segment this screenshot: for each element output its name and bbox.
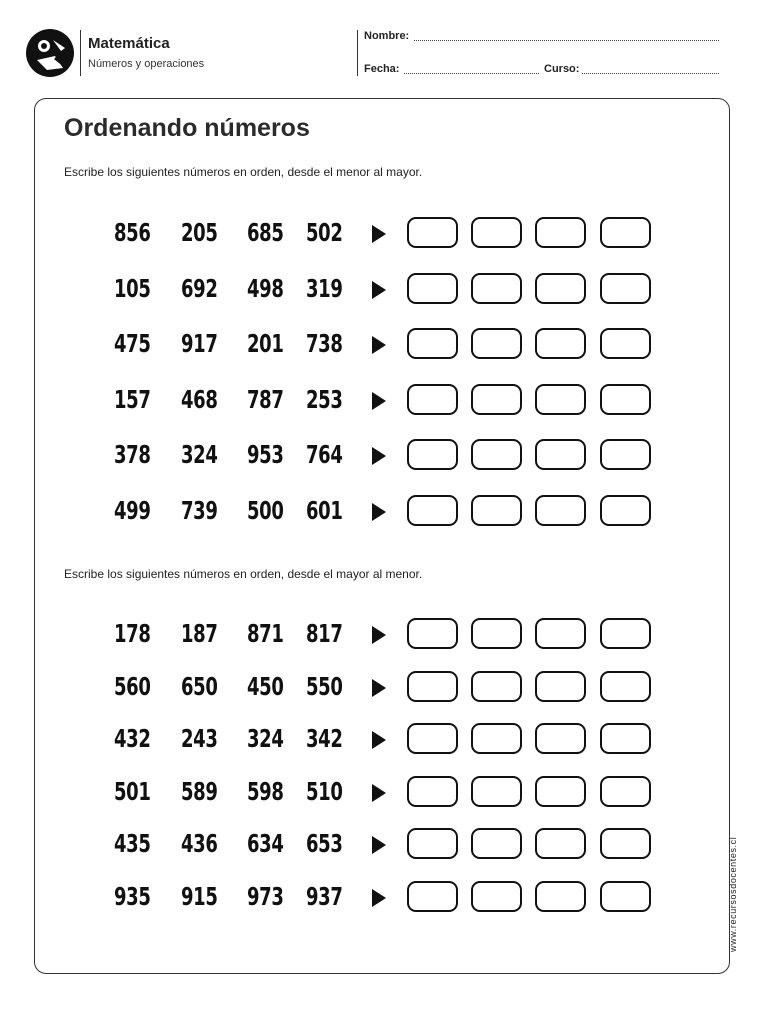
- answer-box[interactable]: [600, 439, 651, 470]
- answer-box[interactable]: [471, 495, 522, 526]
- answer-box[interactable]: [535, 618, 586, 649]
- number-value: 598: [247, 776, 284, 806]
- number-value: 915: [181, 881, 218, 911]
- arrow-right-icon: [372, 225, 386, 243]
- exercise-row: [0, 327, 768, 367]
- exercise-row: [0, 670, 768, 710]
- number-value: 187: [181, 619, 218, 648]
- brand-title: Matemática: [88, 35, 170, 52]
- arrow-right-icon: [372, 626, 386, 644]
- answer-box[interactable]: [535, 881, 586, 912]
- answer-box[interactable]: [407, 328, 458, 359]
- number-value: 342: [306, 724, 343, 753]
- number-value: 935: [114, 881, 151, 911]
- answer-box[interactable]: [407, 384, 458, 415]
- exercise-row: [0, 438, 768, 478]
- answer-box[interactable]: [407, 776, 458, 807]
- logo-icon: [25, 28, 75, 78]
- number-value: 692: [181, 273, 218, 303]
- arrow-right-icon: [372, 679, 386, 697]
- number-value: 105: [114, 273, 151, 303]
- name-field[interactable]: [414, 40, 719, 41]
- number-value: 937: [306, 881, 343, 911]
- exercise-row: [0, 216, 768, 256]
- answer-box[interactable]: [600, 273, 651, 304]
- answer-box[interactable]: [407, 495, 458, 526]
- answer-box[interactable]: [600, 618, 651, 649]
- exercise-row: [0, 880, 768, 920]
- course-field[interactable]: [582, 73, 719, 74]
- answer-box[interactable]: [535, 723, 586, 754]
- arrow-right-icon: [372, 336, 386, 354]
- number-value: 560: [114, 671, 151, 701]
- number-value: 436: [181, 829, 218, 858]
- arrow-right-icon: [372, 836, 386, 854]
- answer-box[interactable]: [600, 328, 651, 359]
- answer-box[interactable]: [471, 384, 522, 415]
- number-value: 764: [306, 440, 343, 469]
- number-value: 324: [181, 440, 218, 469]
- number-value: 871: [247, 619, 284, 648]
- number-value: 499: [114, 495, 151, 525]
- number-value: 787: [247, 384, 284, 414]
- number-value: 601: [306, 495, 343, 525]
- answer-box[interactable]: [535, 828, 586, 859]
- answer-box[interactable]: [535, 217, 586, 248]
- number-value: 856: [114, 218, 151, 247]
- number-value: 589: [181, 776, 218, 806]
- answer-box[interactable]: [471, 328, 522, 359]
- number-value: 738: [306, 329, 343, 358]
- number-value: 500: [247, 495, 284, 525]
- answer-box[interactable]: [600, 217, 651, 248]
- number-value: 650: [181, 671, 218, 701]
- number-value: 178: [114, 619, 151, 648]
- arrow-right-icon: [372, 731, 386, 749]
- instruction-ascending: Escribe los siguientes números en orden, desde el menor al mayor.: [64, 165, 423, 179]
- course-label: Curso:: [544, 63, 580, 75]
- answer-box[interactable]: [471, 439, 522, 470]
- arrow-right-icon: [372, 447, 386, 465]
- exercise-row: [0, 383, 768, 423]
- name-label: Nombre:: [364, 30, 410, 42]
- answer-box[interactable]: [471, 217, 522, 248]
- answer-box[interactable]: [535, 273, 586, 304]
- answer-box[interactable]: [471, 881, 522, 912]
- number-value: 378: [114, 440, 151, 469]
- answer-box[interactable]: [535, 495, 586, 526]
- number-value: 432: [114, 724, 151, 753]
- number-value: 510: [306, 776, 343, 806]
- number-value: 319: [306, 273, 343, 303]
- answer-box[interactable]: [407, 881, 458, 912]
- answer-box[interactable]: [600, 723, 651, 754]
- exercise-row: [0, 722, 768, 762]
- number-value: 917: [181, 329, 218, 358]
- arrow-right-icon: [372, 392, 386, 410]
- answer-box[interactable]: [407, 671, 458, 702]
- answer-box[interactable]: [600, 671, 651, 702]
- number-value: 324: [247, 724, 284, 753]
- number-value: 685: [247, 218, 284, 247]
- exercise-row: [0, 494, 768, 534]
- number-value: 475: [114, 329, 151, 358]
- answer-box[interactable]: [600, 384, 651, 415]
- answer-box[interactable]: [407, 439, 458, 470]
- arrow-right-icon: [372, 784, 386, 802]
- answer-box[interactable]: [471, 618, 522, 649]
- number-value: 253: [306, 384, 343, 414]
- number-value: 435: [114, 829, 151, 858]
- page-title: Ordenando números: [64, 114, 310, 142]
- number-value: 550: [306, 671, 343, 701]
- number-value: 243: [181, 724, 218, 753]
- page-header: [0, 0, 768, 95]
- brand-divider: [80, 30, 81, 76]
- number-value: 502: [306, 218, 343, 247]
- number-value: 739: [181, 495, 218, 525]
- answer-box[interactable]: [535, 328, 586, 359]
- answer-box[interactable]: [600, 828, 651, 859]
- answer-box[interactable]: [471, 723, 522, 754]
- number-value: 501: [114, 776, 151, 806]
- exercise-row: [0, 775, 768, 815]
- answer-box[interactable]: [471, 273, 522, 304]
- exercise-row: [0, 617, 768, 657]
- website-text: www.recursosdocentes.cl: [728, 836, 738, 952]
- exercise-row: [0, 272, 768, 312]
- answer-box[interactable]: [535, 439, 586, 470]
- form-divider: [357, 30, 358, 76]
- date-field[interactable]: [404, 73, 539, 74]
- number-value: 953: [247, 440, 284, 469]
- answer-box[interactable]: [535, 776, 586, 807]
- answer-box[interactable]: [407, 618, 458, 649]
- number-value: 498: [247, 273, 284, 303]
- answer-box[interactable]: [471, 671, 522, 702]
- answer-box[interactable]: [535, 384, 586, 415]
- answer-box[interactable]: [600, 881, 651, 912]
- answer-box[interactable]: [471, 776, 522, 807]
- number-value: 450: [247, 671, 284, 701]
- arrow-right-icon: [372, 889, 386, 907]
- number-value: 634: [247, 829, 284, 858]
- arrow-right-icon: [372, 281, 386, 299]
- answer-box[interactable]: [600, 776, 651, 807]
- answer-box[interactable]: [600, 495, 651, 526]
- number-value: 468: [181, 384, 218, 414]
- date-label: Fecha:: [364, 63, 400, 75]
- brand-subtitle: Números y operaciones: [88, 58, 205, 70]
- number-value: 205: [181, 218, 218, 247]
- answer-box[interactable]: [535, 671, 586, 702]
- answer-box[interactable]: [407, 828, 458, 859]
- number-value: 973: [247, 881, 284, 911]
- number-value: 653: [306, 829, 343, 858]
- number-value: 817: [306, 619, 343, 648]
- instruction-descending: Escribe los siguientes números en orden, desde el mayor al menor.: [64, 567, 423, 581]
- answer-box[interactable]: [471, 828, 522, 859]
- number-value: 157: [114, 384, 151, 414]
- answer-box[interactable]: [407, 217, 458, 248]
- answer-box[interactable]: [407, 273, 458, 304]
- number-value: 201: [247, 329, 284, 358]
- arrow-right-icon: [372, 503, 386, 521]
- exercise-row: [0, 827, 768, 867]
- answer-box[interactable]: [407, 723, 458, 754]
